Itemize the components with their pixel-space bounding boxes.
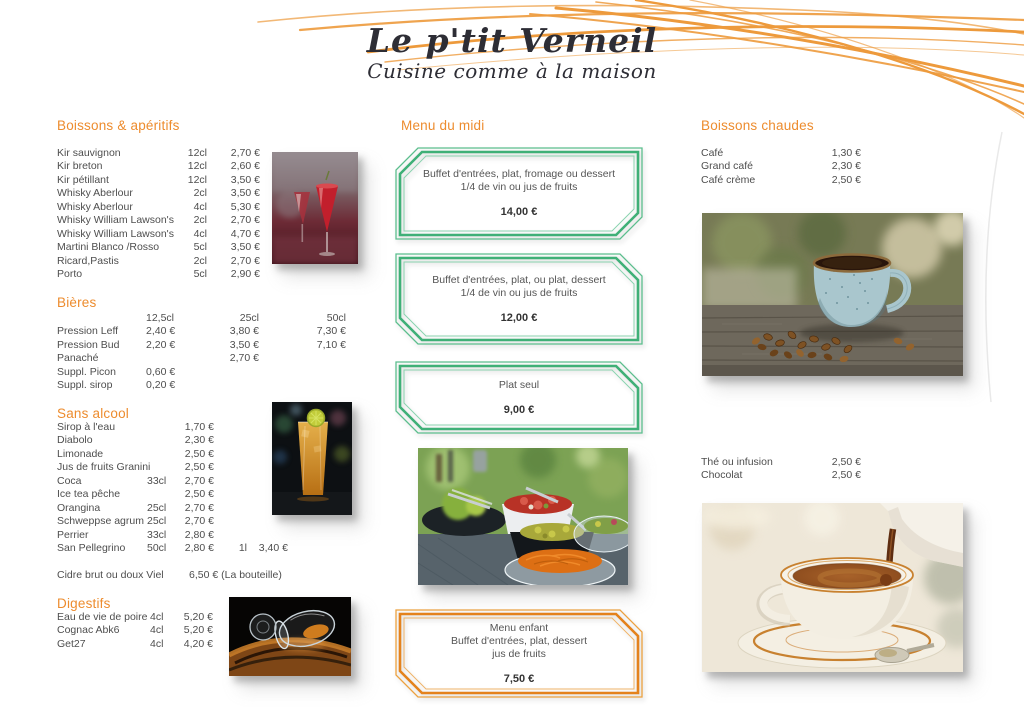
item-name: Suppl. Picon <box>57 365 116 378</box>
section-heading-bieres: Bières <box>57 295 97 310</box>
item-size: 2cl <box>193 187 207 200</box>
item-name: Diabolo <box>57 434 93 447</box>
menu-item-row <box>57 611 213 624</box>
cidre-row <box>57 569 282 581</box>
item-size: 33cl <box>147 528 167 541</box>
item-size: 25cl <box>147 515 167 528</box>
item-price: 1,30 € <box>831 147 861 159</box>
hot-drinks-list <box>701 147 861 187</box>
item-price: 3,50 € <box>229 338 259 351</box>
item-name: Orangina <box>57 501 101 514</box>
menu-box-plat-seul <box>395 361 643 434</box>
aperitifs-list <box>57 147 260 282</box>
box-line: Plat seul <box>498 378 540 391</box>
section-heading-sans-alcool: Sans alcool <box>57 406 129 421</box>
item-name: Martini Blanco /Rosso <box>57 241 160 254</box>
item-price: 2,50 € <box>184 447 214 460</box>
box-line: Menu enfant <box>489 621 549 634</box>
section-heading-boissons-chaudes: Boissons chaudes <box>701 118 814 133</box>
item-price: 5,30 € <box>230 200 260 213</box>
item-size: 4cl <box>150 624 164 637</box>
box-line: Buffet d'entrées, plat, fromage ou dessert <box>422 168 616 180</box>
menu-item-row <box>701 456 861 469</box>
menu-item-row <box>57 434 288 447</box>
item-price: 3,50 € <box>230 187 260 200</box>
menu-item-row <box>57 461 288 474</box>
section-heading-digestifs: Digestifs <box>57 596 111 611</box>
bieres-table <box>57 312 346 393</box>
aperitif-photo <box>272 152 358 264</box>
menu-item-row <box>57 214 260 227</box>
menu-item-row <box>57 542 288 555</box>
item-price: 2,40 € <box>146 325 176 338</box>
item-name: Sirop à l'eau <box>57 421 116 433</box>
item-name: Panaché <box>57 352 99 365</box>
item-size: 12cl <box>187 173 207 186</box>
menu-item-row <box>57 448 288 461</box>
item-price <box>208 366 259 379</box>
item-name: Cidre brut ou doux Viel <box>57 569 164 581</box>
menu-item-row <box>57 339 346 352</box>
item-price: 2,50 € <box>831 469 861 482</box>
chocolate-photo <box>702 503 963 672</box>
item-name: Jus de fruits Granini <box>57 461 151 474</box>
box-line: Buffet d'entrées, plat, ou plat, dessert <box>432 273 606 286</box>
item-price: 2,70 € <box>229 352 259 365</box>
item-price: 2,20 € <box>146 338 176 351</box>
item-price: 0,60 € <box>146 365 176 378</box>
item-price: 2,60 € <box>230 160 260 173</box>
menu-item-row <box>57 174 260 187</box>
menu-item-row <box>701 469 861 482</box>
digestifs-list <box>57 611 213 651</box>
buffet-photo <box>418 448 628 585</box>
menu-item-row <box>57 624 213 637</box>
coffee-photo <box>702 213 963 376</box>
item-name: Whisky William Lawson's <box>57 227 174 240</box>
item-size: 2cl <box>193 214 207 227</box>
item-price: 3,40 € <box>258 542 288 555</box>
item-name: Pression Bud <box>57 338 120 351</box>
menu-item-row <box>57 488 288 501</box>
item-size: 25cl <box>147 501 167 514</box>
green-cut-frame <box>395 361 643 434</box>
item-price: 6,50 € <box>189 569 219 581</box>
item-price: 2,80 € <box>184 542 214 555</box>
item-price: 5,20 € <box>183 611 213 623</box>
item-price: 2,30 € <box>184 434 214 447</box>
item-name: Kir pétillant <box>57 173 109 186</box>
item-price: 2,50 € <box>831 456 861 468</box>
item-name: Cognac Abk6 <box>57 624 120 637</box>
item-name: Whisky William Lawson's <box>57 214 174 227</box>
box-price: 9,00 € <box>503 403 535 416</box>
section-aperitifs <box>57 119 260 282</box>
col-header: 25cl <box>239 312 259 324</box>
box-line: Buffet d'entrées, plat, dessert <box>450 634 588 647</box>
menu-item-row <box>57 325 346 338</box>
item-price <box>146 352 208 365</box>
item-price <box>259 366 346 379</box>
section-heading-menu-du-midi: Menu du midi <box>401 118 485 133</box>
item-size: 33cl <box>147 474 167 487</box>
item-name: Suppl. sirop <box>57 379 113 392</box>
item-price: 2,70 € <box>184 474 214 487</box>
item-name: Get27 <box>57 637 86 650</box>
item-price: 2,90 € <box>230 268 260 281</box>
item-name: Café <box>701 147 724 159</box>
item-price: 2,50 € <box>184 488 214 501</box>
soft-drink-photo <box>272 402 352 515</box>
item-name: Kir breton <box>57 160 103 173</box>
item-name: Eau de vie de poire <box>57 611 148 623</box>
item-name: Café crème <box>701 173 756 186</box>
item-size: 1l <box>238 542 247 555</box>
menu-item-row <box>57 255 260 268</box>
sans-alcool-list <box>57 421 288 556</box>
item-price <box>259 352 346 365</box>
box-price: 12,00 € <box>500 311 538 324</box>
brand-block <box>352 22 672 83</box>
item-size: 12cl <box>187 147 207 159</box>
section-boissons-chaudes <box>701 119 861 187</box>
item-name: Porto <box>57 268 83 281</box>
section-the-chocolat <box>701 456 861 483</box>
item-size: 4cl <box>193 200 207 213</box>
box-line: jus de fruits <box>492 647 546 660</box>
item-name: San Pellegrino <box>57 542 126 555</box>
item-price: 2,70 € <box>184 501 214 514</box>
col-header: 50cl <box>326 312 346 324</box>
item-price: 2,80 € <box>184 528 214 541</box>
item-price: 2,70 € <box>184 515 214 528</box>
section-heading-aperitifs: Boissons & apéritifs <box>57 118 180 133</box>
item-name: Grand café <box>701 160 753 173</box>
item-price: 4,20 € <box>183 637 213 650</box>
menu-box-enfant <box>395 609 643 698</box>
item-price: 3,80 € <box>229 325 259 338</box>
item-name: Schweppse agrum <box>57 515 144 528</box>
item-name: Coca <box>57 474 82 487</box>
menu-item-row <box>57 366 346 379</box>
item-name: Kir sauvignon <box>57 147 121 159</box>
item-price: 2,50 € <box>184 461 214 474</box>
item-name: Pression Leff <box>57 325 119 338</box>
item-price: 0,20 € <box>146 379 176 392</box>
menu-item-row <box>57 147 260 160</box>
menu-item-row <box>57 268 260 281</box>
menu-item-row <box>57 529 288 542</box>
menu-item-row <box>57 241 260 254</box>
section-sans-alcool <box>57 407 288 556</box>
restaurant-title: Le p'tit Verneil <box>366 21 658 60</box>
item-size: 5cl <box>193 241 207 254</box>
item-name: Whisky Aberlour <box>57 200 133 213</box>
hot-drinks-list-2 <box>701 456 861 483</box>
item-price: 7,30 € <box>316 325 346 338</box>
item-note: (La bouteille) <box>221 569 282 581</box>
box-line: 1/4 de vin ou jus de fruits <box>460 181 578 193</box>
section-bieres <box>57 296 346 393</box>
item-price <box>208 379 259 392</box>
menu-item-row <box>57 421 288 434</box>
menu-item-row <box>57 502 288 515</box>
item-price: 5,20 € <box>183 624 213 637</box>
item-price <box>259 379 346 392</box>
menu-item-row <box>57 379 346 392</box>
item-name: Ice tea pêche <box>57 488 121 501</box>
item-name: Perrier <box>57 528 89 541</box>
item-price: 2,30 € <box>831 160 861 173</box>
item-price: 7,10 € <box>316 338 346 351</box>
item-price: 2,70 € <box>230 147 260 159</box>
item-size: 12cl <box>187 160 207 173</box>
item-name: Chocolat <box>701 469 743 482</box>
item-size: 2cl <box>193 254 207 267</box>
menu-item-row <box>57 201 260 214</box>
item-price: 1,70 € <box>184 421 214 433</box>
menu-item-row <box>57 228 260 241</box>
menu-item-row <box>57 187 260 200</box>
menu-box-buffet-12 <box>395 253 643 345</box>
item-name: Whisky Aberlour <box>57 187 133 200</box>
item-price: 2,70 € <box>230 214 260 227</box>
menu-item-row <box>701 174 861 187</box>
item-price: 3,50 € <box>230 173 260 186</box>
menu-item-row <box>57 475 288 488</box>
item-price: 2,70 € <box>230 254 260 267</box>
item-price: 3,50 € <box>230 241 260 254</box>
item-name: Limonade <box>57 447 104 460</box>
digestif-photo <box>229 597 351 676</box>
item-size: 4cl <box>150 611 164 623</box>
menu-item-row <box>57 515 288 528</box>
section-digestifs <box>57 597 213 651</box>
item-price: 4,70 € <box>230 227 260 240</box>
box-price: 14,00 € <box>500 206 538 218</box>
item-price: 2,50 € <box>831 173 861 186</box>
item-size: 4cl <box>150 637 164 650</box>
bieres-header-row <box>57 312 346 325</box>
menu-item-row <box>57 160 260 173</box>
menu-item-row <box>57 638 213 651</box>
box-price: 7,50 € <box>503 672 535 685</box>
box-line: 1/4 de vin ou jus de fruits <box>460 286 578 299</box>
menu-item-row <box>701 160 861 173</box>
col-header: 12,5cl <box>146 312 175 324</box>
menu-box-buffet-14 <box>395 147 643 240</box>
item-size: 4cl <box>193 227 207 240</box>
restaurant-subtitle: Cuisine comme à la maison <box>367 59 657 83</box>
item-name: Ricard,Pastis <box>57 254 119 267</box>
menu-item-row <box>701 147 861 160</box>
menu-item-row <box>57 352 346 365</box>
item-size: 50cl <box>147 542 167 555</box>
item-size: 5cl <box>193 268 207 281</box>
item-name: Thé ou infusion <box>701 456 773 468</box>
